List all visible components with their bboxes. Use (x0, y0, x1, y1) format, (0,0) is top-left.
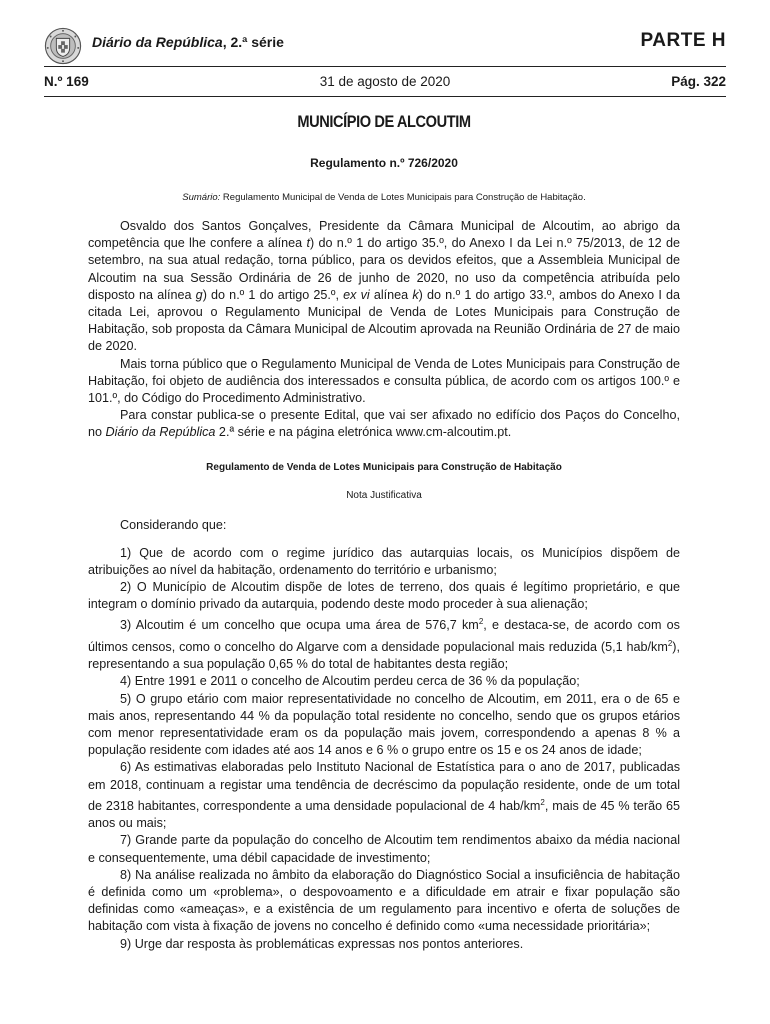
preamble-paragraph-1: Osvaldo dos Santos Gonçalves, Presidente da Câmara Municipal de Alcoutim, ao abrigo da competência que lhe confere a alínea t) do n.º 1 do artigo 35.º, do Anexo I da Lei n.º 75/2013, de 12 de setembro, na sua atual redação, torna público, para os devidos efeitos, que a Assembleia Municipal de Alcoutim na sua Sessão Ordinária de 26 de junho de 2020, no uso da competência atribuída pelo disposto na alínea g) do n.º 1 do artigo 25.º, ex vi alínea k) do n.º 1 do artigo 33.º, ambos do Anexo I da citada Lei, aprovou o Regulamento Municipal de Venda de Lotes Municipais para Construção de Habitação, sob proposta da Câmara Municipal de Alcoutim aprovada na Reunião Ordinária de 27 de maio de 2020. (88, 219, 680, 354)
justification-note-heading: Nota Justificativa (346, 489, 422, 501)
part-label: PARTE H (640, 30, 726, 51)
list-item: 8) Na análise realizada no âmbito da elaboração do Diagnóstico Social a insuficiência de habitação é definida como um «problema», o despovoamento e a dificuldade em atrair e fixar população são definidas como «ameaças», e a existência de um regulamento para incentivo e oferta de soluções de habitação com vista à fixação de jovens no concelho é definido como «uma necessidade prioritária»; (88, 867, 680, 934)
list-item: 9) Urge dar resposta às problemáticas expressas nos pontos anteriores. (120, 936, 524, 951)
municipality-title: MUNICÍPIO DE ALCOUTIM (297, 112, 471, 131)
issue-info (44, 74, 726, 92)
considerations-list (88, 545, 680, 953)
list-item: 4) Entre 1991 e 2011 o concelho de Alcoutim perdeu cerca de 36 % da população; (120, 674, 580, 689)
list-item: 2) O Município de Alcoutim dispõe de lotes de terreno, dos quais é legítimo proprietário, e que integram o domínio privado da autarquia, podendo deste modo proceder à sua alienação; (88, 580, 680, 612)
list-item: 6) As estimativas elaboradas pelo Instituto Nacional de Estatística para o ano de 2017, publicadas em 2018, continuam a registar uma tendência de decréscimo da população residente, onde de um total de 2318 habitantes, correspondente a uma densidade populacional de 4 hab/$km^2$, mais de 45 % terão 65 anos ou mais; (88, 760, 680, 831)
coat-of-arms-icon (44, 27, 82, 65)
journal-title: Diário da República, 2.ª série (92, 34, 284, 50)
list-item: 7) Grande parte da população do concelho de Alcoutim tem rendimentos abaixo da média nacional e consequentemente, uma débil capacidade de investimento; (88, 833, 680, 865)
page-header (44, 24, 726, 64)
document-body (88, 108, 680, 953)
preamble-paragraph-2: Mais torna público que o Regulamento Municipal de Venda de Lotes Municipais para Construção de Habitação, foi objeto de audiência dos interessados e consulta pública, de acordo com os artigos 100.º e 101.º, do Código do Procedimento Administrativo. (88, 356, 680, 406)
considering-intro: Considerando que: (120, 517, 227, 532)
list-item: 5) O grupo etário com maior representatividade no concelho de Alcoutim, em 2011, era o de 65 e mais anos, representando 44 % da população total residente no concelho, sendo que os grupos etários com menor representatividade eram os da população mais jovem, correspondendo a apenas 8 % a população residente com idades até aos 14 anos e 6 % o grupo entre os 15 e os 24 anos de idade; (88, 691, 680, 758)
regulation-title: Regulamento de Venda de Lotes Municipais para Construção de Habitação (206, 461, 562, 473)
list-item: 3) Alcoutim é um concelho que ocupa uma área de 576,7 $km^2$, e destaca-se, de acordo com os últimos censos, como o concelho do Algarve com a densidade populacional mais reduzida (5,1 hab/$km^2$), representando a sua população 0,65 % do total de habitantes desta região; (88, 617, 680, 672)
list-item: 1) Que de acordo com o regime jurídico das autarquias locais, os Municípios dispõem de atribuições ao nível da habitação, ordenamento do território e urbanismo; (88, 545, 680, 577)
issue-date: 31 de agosto de 2020 (319, 74, 451, 89)
issue-number: N.º 169 (44, 74, 89, 89)
header-divider-bottom (44, 96, 726, 97)
regulation-number: Regulamento n.º 726/2020 (310, 156, 458, 170)
header-divider (44, 66, 726, 67)
summary: Sumário: Regulamento Municipal de Venda de Lotes Municipais para Construção de Habitação. (182, 192, 586, 203)
page-number: Pág. 322 (671, 74, 726, 89)
preamble-paragraph-3: Para constar publica-se o presente Edital, que vai ser afixado no edifício dos Paços do Concelho, no Diário da República 2.ª série e na página eletrónica www.cm-alcoutim.pt. (88, 408, 680, 440)
